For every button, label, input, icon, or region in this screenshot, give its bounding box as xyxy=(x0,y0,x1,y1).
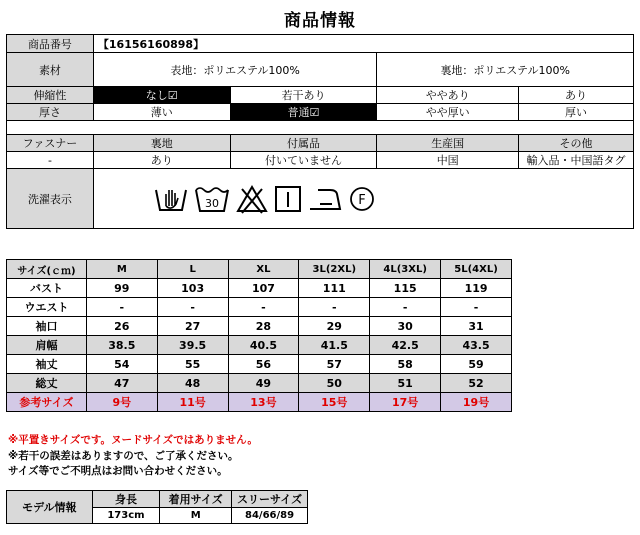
size-header: L xyxy=(157,260,228,279)
cell: 30 xyxy=(370,317,441,336)
svg-text:30: 30 xyxy=(204,196,219,210)
lining-header: 裏地 xyxy=(93,135,230,152)
row-label: 袖口 xyxy=(7,317,87,336)
material-outer: 表地：ポリエステル100% xyxy=(93,53,376,87)
cell: 49 xyxy=(228,374,299,393)
cell: 57 xyxy=(299,355,370,374)
size-header: XL xyxy=(228,260,299,279)
no-bleach-icon xyxy=(236,184,268,214)
cell: - xyxy=(157,298,228,317)
cell: 103 xyxy=(157,279,228,298)
table-row xyxy=(7,317,512,336)
cell: 17号 xyxy=(370,393,441,412)
cell: 19号 xyxy=(441,393,512,412)
model-value: 173cm xyxy=(92,508,160,524)
cell: 13号 xyxy=(228,393,299,412)
note-line: サイズ等でご不明点はお問い合わせください。 xyxy=(8,465,228,477)
hand-wash-icon xyxy=(154,184,188,214)
cell: 115 xyxy=(370,279,441,298)
other-header: その他 xyxy=(519,135,634,152)
cell: 38.5 xyxy=(86,336,157,355)
stretch-option: あり xyxy=(519,87,634,104)
row-label: 総丈 xyxy=(7,374,87,393)
cell: 59 xyxy=(441,355,512,374)
wash-icons-cell xyxy=(93,169,633,229)
row-label: バスト xyxy=(7,279,87,298)
product-number-value: 【16156160898】 xyxy=(93,35,633,53)
model-value: M xyxy=(160,508,232,524)
cell: 41.5 xyxy=(299,336,370,355)
product-info-table xyxy=(6,34,634,229)
table-row xyxy=(7,374,512,393)
cell: - xyxy=(86,298,157,317)
cell: - xyxy=(370,298,441,317)
notes xyxy=(8,433,258,480)
cell: 15号 xyxy=(299,393,370,412)
size-header-label: サイズ(ｃｍ) xyxy=(7,260,87,279)
fastener-label: ファスナー xyxy=(7,135,94,152)
cell: 43.5 xyxy=(441,336,512,355)
svg-text:F: F xyxy=(358,192,366,208)
row-label: ウエスト xyxy=(7,298,87,317)
cell: 56 xyxy=(228,355,299,374)
cell: 31 xyxy=(441,317,512,336)
size-header: 5L(4XL) xyxy=(441,260,512,279)
cell: 40.5 xyxy=(228,336,299,355)
iron-low-icon xyxy=(308,184,342,214)
wash-label: 洗濯表示 xyxy=(7,169,94,229)
thickness-label: 厚さ xyxy=(7,104,94,121)
stretch-option: ややあり xyxy=(377,87,519,104)
material-label: 素材 xyxy=(7,53,94,87)
table-row xyxy=(7,355,512,374)
model-header: 身長 xyxy=(92,491,160,508)
origin-value: 中国 xyxy=(377,152,519,169)
cell: 48 xyxy=(157,374,228,393)
table-row xyxy=(7,279,512,298)
model-value: 84/66/89 xyxy=(232,508,308,524)
accessory-value: 付いていません xyxy=(230,152,377,169)
cell: - xyxy=(441,298,512,317)
cell: 39.5 xyxy=(157,336,228,355)
size-header: M xyxy=(86,260,157,279)
cell: 50 xyxy=(299,374,370,393)
cell: 11号 xyxy=(157,393,228,412)
cell: - xyxy=(228,298,299,317)
thickness-option: 薄い xyxy=(93,104,230,121)
accessory-header: 付属品 xyxy=(230,135,377,152)
cell: 111 xyxy=(299,279,370,298)
row-label: 肩幅 xyxy=(7,336,87,355)
spacer-row xyxy=(7,121,634,135)
size-table xyxy=(6,259,512,412)
note-line: ※平置きサイズです。ヌードサイズではありません。 xyxy=(8,434,258,446)
cell: 107 xyxy=(228,279,299,298)
row-label: 参考サイズ xyxy=(7,393,87,412)
material-lining: 裏地：ポリエステル100% xyxy=(377,53,634,87)
stretch-option: 若干あり xyxy=(230,87,377,104)
cell: 9号 xyxy=(86,393,157,412)
cell: 29 xyxy=(299,317,370,336)
cell: 47 xyxy=(86,374,157,393)
size-header: 3L(2XL) xyxy=(299,260,370,279)
size-header: 4L(3XL) xyxy=(370,260,441,279)
wash-30-icon xyxy=(194,184,230,214)
product-number-label: 商品番号 xyxy=(7,35,94,53)
other-value: 輸入品・中国語タグ xyxy=(519,152,634,169)
thickness-option-selected: 普通☑ xyxy=(230,104,377,121)
note-line: ※若干の誤差はありますので、ご了承ください。 xyxy=(8,449,239,462)
model-header: スリーサイズ xyxy=(232,491,308,508)
reference-size-row xyxy=(7,393,512,412)
cell: 51 xyxy=(370,374,441,393)
table-row xyxy=(7,298,512,317)
model-info-table xyxy=(6,490,308,524)
cell: 58 xyxy=(370,355,441,374)
cell: - xyxy=(299,298,370,317)
stretch-option-selected: なし☑ xyxy=(93,87,230,104)
cell: 55 xyxy=(157,355,228,374)
stretch-label: 伸縮性 xyxy=(7,87,94,104)
table-row xyxy=(7,336,512,355)
thickness-option: 厚い xyxy=(519,104,634,121)
cell: 26 xyxy=(86,317,157,336)
cell: 99 xyxy=(86,279,157,298)
cell: 28 xyxy=(228,317,299,336)
model-label: モデル情報 xyxy=(7,491,93,524)
row-label: 袖丈 xyxy=(7,355,87,374)
page-title: 商品情報 xyxy=(284,11,356,31)
model-header: 着用サイズ xyxy=(160,491,232,508)
cell: 119 xyxy=(441,279,512,298)
thickness-option: やや厚い xyxy=(377,104,519,121)
lining-value: あり xyxy=(93,152,230,169)
line-dry-icon xyxy=(274,184,302,214)
fastener-value: - xyxy=(7,152,94,169)
cell: 27 xyxy=(157,317,228,336)
cell: 42.5 xyxy=(370,336,441,355)
cell: 54 xyxy=(86,355,157,374)
origin-header: 生産国 xyxy=(377,135,519,152)
dry-clean-f-icon xyxy=(348,184,376,214)
cell: 52 xyxy=(441,374,512,393)
